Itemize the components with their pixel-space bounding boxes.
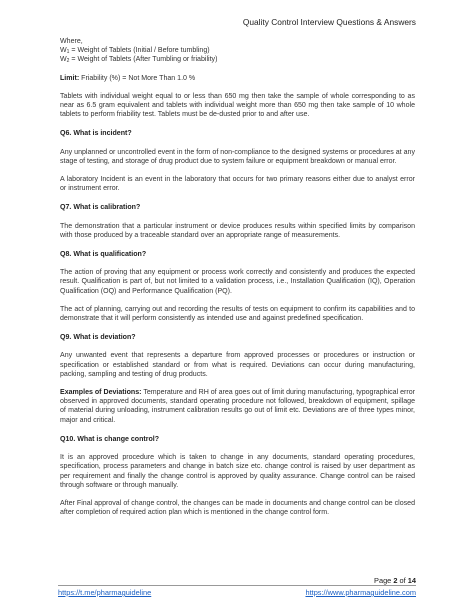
limit-line [60,74,415,83]
w2-text: = Weight of Tablets (After Tumbling or friability) [69,56,218,64]
q10-paragraph-2: After Final approval of change control, the changes can be made in documents and change control can be closed after completion of required action plan which is mentioned in the change control form. [60,499,415,517]
page-of: of [397,576,408,585]
page-current: 2 [393,576,398,585]
q10-paragraph-1: It is an approved procedure which is taken to change in any documents, standard operating procedures, specification, process parameters and change in batch size etc. change control is raised by user department as per requirement and finally the change control is approved by quality assurance. Change control can be raised through software or through manually. [60,454,415,489]
q9-paragraph-1: Any unwanted event that represents a departure from approved processes or procedures or instruction or specification or established standard or from what is required. Deviations can occur during manufacturing, packing, sampling and testing of drug products. [60,352,415,378]
q6-paragraph-2: A laboratory Incident is an event in the laboratory that occurs for two primary reasons either due to analyst error or instrument error. [60,176,415,193]
page-number [374,576,416,585]
page-content [60,37,415,517]
q8-paragraph-1: The action of proving that any equipment or process work correctly and consistently and produces the expected result. Qualification is part of, but not limited to a validation process, i.e., Installation Qualification (IQ), Operation Qualification (OQ) and Performance Qualification (PQ). [60,269,415,295]
q6-heading: Q6. What is incident? [60,130,132,138]
q9-heading: Q9. What is deviation? [60,334,136,342]
w2-definition [60,55,415,64]
q8-heading: Q8. What is qualification? [60,251,147,259]
q7-paragraph-1: The demonstration that a particular instrument or device produces results within specified limits by comparison with those produced by a traceable standard over an appropriate range of measurements. [60,222,415,239]
page-prefix: Page [374,576,394,585]
footer-links [58,588,416,597]
page-total: 14 [407,576,416,585]
q6-paragraph-1: Any unplanned or uncontrolled event in the form of non-compliance to the designed systems or procedures at any stage of testing, and storage of drug product due to system failure or equipment breakdown or manual error. [60,148,415,165]
q9-examples-paragraph [60,388,415,425]
where-label: Where, [60,38,83,45]
telegram-link[interactable]: https://t.me/pharmaguideline [58,588,152,597]
w2-subscript: 2 [66,58,70,65]
tablets-paragraph: Tablets with individual weight equal to or less than 650 mg then take the sample of whole corresponding to as near as 6.5 gram equivalent and tablets with individual weight more than 650 mg then take sample of 10 whole tablets to perform friability test. Tablets must be de-dusted prior to and after use. [60,92,415,119]
q8-paragraph-2: The act of planning, carrying out and recording the results of tests on equipment to confirm its capabilities and to demonstrate that it will perform consistently as intended use and against predefined specification. [60,305,415,323]
q7-heading: Q7. What is calibration? [60,204,141,212]
website-link[interactable]: https://www.pharmaguideline.com [305,588,416,597]
examples-label: Examples of Deviations: [60,389,142,397]
w1-subscript: 1 [66,49,70,56]
page-header-title: Quality Control Interview Questions & Answers [242,17,416,27]
examples-text: Temperature and RH of area goes out of limit during manufacturing, typographical error observed in approved documents, standard operating procedure not followed, breakdown of equipment, spillage of material during unloading, instrument calibration results go out of limit etc. Deviations are of three types minor, major and critical. [60,389,415,424]
limit-label: Limit: [60,74,80,82]
w1-definition [60,46,415,55]
footer-divider [58,585,416,586]
limit-text: Friability (%) = Not More Than 1.0 % [79,74,196,82]
w2-symbol: W [60,56,67,64]
w1-text: = Weight of Tablets (Initial / Before tumbling) [69,47,210,55]
q10-heading: Q10. What is change control? [60,435,160,443]
w1-symbol: W [60,47,67,55]
